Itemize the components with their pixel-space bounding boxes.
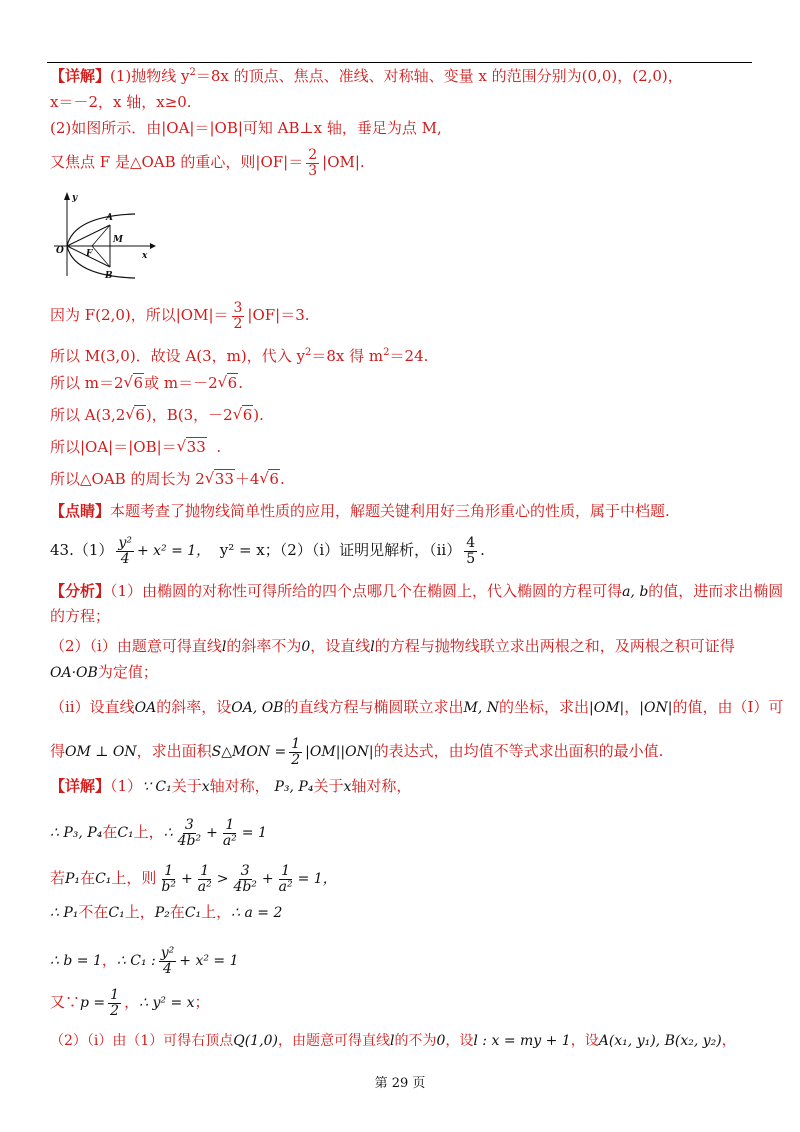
fraction: $\frac{3}{2}$	[233, 300, 243, 332]
section-tag: 【详解】	[50, 67, 111, 85]
sqrt-radical: √ 6	[233, 405, 254, 425]
fraction: $\frac{\text{y²}}{4}$	[160, 945, 175, 977]
segment-FA	[92, 225, 110, 246]
y-axis-arrow	[64, 192, 70, 200]
para-line-9: 所以|OA|＝|OB|＝√ 33 .	[50, 437, 221, 457]
detail-line-3: 若P₁在C₁上，则 $\frac{1}{\text{b²}}$ + $\frac{1}{\text{a²}}$ > $\frac{3}{\text{4b²}}$ + $\frac{1}{\text{a²}}$ = 1，	[50, 863, 337, 895]
detail-line-7: （2）（i）由（1）可得右顶点Q(1,0)，由题意可得直线l的不为0，设l : x = my + 1，设A(x₁, y₁), B(x₂, y₂)，	[50, 1033, 736, 1049]
para-line-11: 【点睛】本题考查了抛物线简单性质的应用，解题关键利用好三角形重心的性质，属于中档题.	[50, 502, 670, 520]
label-F: F	[86, 249, 93, 259]
label-y: y	[72, 193, 78, 203]
fraction: $\frac{4}{5}$	[466, 535, 476, 567]
sqrt-radical: √ 33	[205, 469, 235, 489]
analysis-line-5: （ii）设直线OA的斜率，设OA, OB的直线方程与椭圆联立求出M, N的坐标，求出|OM|，|ON|的值，由（Ⅰ）可	[50, 698, 784, 716]
sqrt-radical: √ 6	[125, 405, 146, 425]
fraction: $\frac{1}{\text{a²}}$	[278, 863, 293, 895]
fraction: $\frac{1}{\text{b²}}$	[161, 863, 176, 895]
segment-OA	[67, 225, 110, 246]
fraction: $\frac{1}{\text{a²}}$	[197, 863, 212, 895]
analysis-line-4: OA·OB为定值；	[50, 663, 158, 681]
section-tag: 【点睛】	[50, 502, 111, 520]
analysis-line-3: （2）（i）由题意可得直线l的斜率不为0，设直线l的方程与抛物线联立求出两根之和，及两根之积可证得	[50, 637, 735, 655]
analysis-line-1: 【分析】（1）由椭圆的对称性可得所给的四个点哪几个在椭圆上，代入椭圆的方程可得a, b的值，进而求出椭圆	[50, 582, 784, 600]
detail-line-1: 【详解】（1）∵ C₁关于x轴对称， P₃, P₄关于x轴对称，	[50, 777, 412, 795]
analysis-line-2: 的方程；	[50, 607, 111, 625]
para-line-6: 所以 M(3,0)．故设 A(3，m)，代入 $y^2=8x$ 得 $m^2=24$.	[50, 347, 429, 365]
fraction: $\frac{2}{3}$	[308, 147, 318, 179]
section-tag: 【分析】	[50, 582, 111, 600]
x-axis-arrow	[150, 243, 156, 249]
fraction: $\frac{1}{\text{a²}}$	[222, 817, 237, 849]
para-line-7: 所以 m＝2√ 6或 m＝－2√ 6.	[50, 373, 243, 393]
para-line-1: 【详解】(1)抛物线 $y^2=8x$ 的顶点、焦点、准线、对称轴、变量 x 的范围分别为(0,0)，(2,0)，	[50, 67, 683, 85]
fraction: $\frac{\text{y²}}{4}$	[118, 535, 132, 567]
detail-line-6: 又∵p = $\frac{1}{2}$ ，∴ y² = x；	[50, 987, 210, 1019]
label-M: M	[113, 235, 123, 245]
fraction: $\frac{3}{\text{4b²}}$	[177, 817, 202, 849]
para-line-2: x＝－2，x 轴，x≥0.	[50, 93, 192, 111]
fraction: $\frac{1}{2}$	[291, 736, 301, 768]
fraction: $\frac{3}{\text{4b²}}$	[233, 863, 257, 895]
label-O: O	[56, 246, 64, 256]
para-line-10: 所以△OAB 的周长为 2√ 33＋4√ 6.	[50, 469, 285, 489]
label-x: x	[142, 251, 148, 261]
para-line-5: 因为 F(2,0)，所以|OM|＝ $\frac{3}{2}$ |OF|＝3.	[50, 300, 310, 332]
sqrt-radical: √ 6	[124, 373, 145, 393]
answer-line-43: 43.（1） $\frac{\text{y²}}{4}$ + x² = 1， y² = x；（2）（i）证明见解析，（ii） $\frac{4}{5}$ .	[50, 535, 485, 567]
label-A: A	[106, 213, 113, 223]
sqrt-radical: √ 6	[218, 373, 239, 393]
segment-FB	[92, 246, 110, 267]
page-number: 第 29 页	[374, 1076, 426, 1091]
section-tag: 【详解】	[50, 777, 111, 795]
detail-line-5: ∴ b = 1，∴ C₁ : $\frac{\text{y²}}{4}$ + x² = 1	[50, 945, 239, 977]
sqrt-radical: √ 6	[259, 469, 280, 489]
analysis-line-6: 得OM ⊥ ON，求出面积S△MON = $\frac{1}{2}$ |OM||ON|的表达式，由均值不等式求出面积的最小值.	[50, 736, 664, 768]
fraction: $\frac{1}{2}$	[110, 987, 120, 1019]
sqrt-radical: √ 33	[177, 437, 207, 457]
detail-line-4: ∴ P₁不在C₁上，P₂在C₁上，∴ a = 2	[50, 903, 283, 921]
header-rule	[47, 62, 752, 63]
para-line-3: (2)如图所示．由|OA|＝|OB|可知 AB⊥x 轴，垂足为点 M,	[50, 119, 442, 137]
para-line-8: 所以 A(3,2√ 6)，B(3，－2√ 6).	[50, 405, 264, 425]
detail-line-2: ∴ P₃, P₄在C₁上，∴ $\frac{3}{\text{4b²}}$ + $\frac{1}{\text{a²}}$ = 1	[50, 817, 267, 849]
parabola-figure	[50, 190, 160, 280]
label-B: B	[105, 271, 113, 280]
para-line-4: 又焦点 F 是△OAB 的重心，则|OF|＝ $\frac{2}{3}$ |OM|.	[50, 147, 365, 179]
